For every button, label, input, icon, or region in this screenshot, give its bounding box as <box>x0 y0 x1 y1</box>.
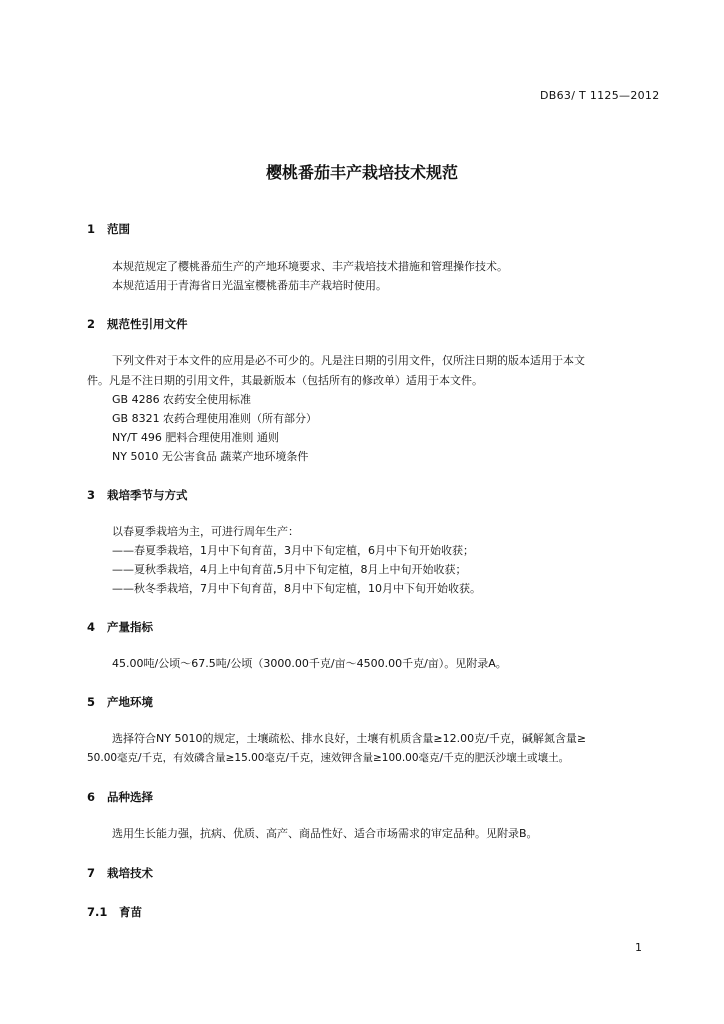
section-heading-5 <box>87 694 153 710</box>
section-number: 4 <box>87 620 96 634</box>
paragraph-line: 件。凡是不注日期的引用文件，其最新版本（包括所有的修改单）适用于本文件。 <box>87 374 483 387</box>
section-number: 5 <box>87 695 96 709</box>
section-title: 产量指标 <box>107 620 153 634</box>
reference-item: NY 5010 无公害食品 蔬菜产地环境条件 <box>112 450 309 463</box>
list-item: ——秋冬季栽培，7月中下旬育苗，8月中下旬定植，10月中下旬开始收获。 <box>112 582 481 595</box>
section-number: 2 <box>87 317 96 331</box>
paragraph-line: 45.00吨/公顷～67.5吨/公顷（3000.00千克/亩～4500.00千克/亩）。见附录A。 <box>112 657 507 670</box>
list-item: ——夏秋季栽培，4月上中旬育苗,5月中下旬定植，8月上中旬开始收获； <box>112 563 467 576</box>
section-title: 栽培技术 <box>107 866 153 880</box>
section-heading-2 <box>87 316 188 332</box>
paragraph-line: 选择符合NY 5010的规定，土壤疏松、排水良好，土壤有机质含量≥12.00克/千克，碱解氮含量≥ <box>112 732 587 745</box>
section-heading-3 <box>87 487 188 503</box>
subsection-heading-7-1 <box>87 904 142 920</box>
section-title: 范围 <box>107 222 130 236</box>
standard-number: DB63/ T 1125—2012 <box>540 89 660 102</box>
paragraph-line: 下列文件对于本文件的应用是必不可少的。凡是注日期的引用文件，仅所注日期的版本适用于本文 <box>112 354 585 367</box>
paragraph-line: 以春夏季栽培为主，可进行周年生产： <box>112 525 299 538</box>
section-number: 6 <box>87 790 96 804</box>
section-title: 规范性引用文件 <box>107 317 188 331</box>
section-number: 7 <box>87 866 96 880</box>
paragraph-line: 本规范规定了樱桃番茄生产的产地环境要求、丰产栽培技术措施和管理操作技术。 <box>112 260 508 273</box>
section-title: 产地环境 <box>107 695 153 709</box>
section-title: 品种选择 <box>107 790 153 804</box>
section-heading-7 <box>87 865 153 881</box>
section-heading-4 <box>87 619 153 635</box>
paragraph-line: 50.00毫克/千克，有效磷含量≥15.00毫克/千克，速效钾含量≥100.00毫克/千克的肥沃沙壤土或壤土。 <box>87 752 570 764</box>
section-title: 育苗 <box>119 905 142 919</box>
page-number: 1 <box>635 941 642 954</box>
section-number: 1 <box>87 222 96 236</box>
document-title: 樱桃番茄丰产栽培技术规范 <box>265 163 458 182</box>
section-heading-1 <box>87 221 130 237</box>
paragraph-line: 本规范适用于青海省日光温室樱桃番茄丰产栽培时使用。 <box>112 279 387 292</box>
reference-item: NY/T 496 肥料合理使用准则 通则 <box>112 431 279 444</box>
section-title: 栽培季节与方式 <box>107 488 188 502</box>
section-number: 3 <box>87 488 96 502</box>
paragraph-line: 选用生长能力强，抗病、优质、高产、商品性好、适合市场需求的审定品种。见附录B。 <box>112 827 538 840</box>
list-item: ——春夏季栽培，1月中下旬育苗，3月中下旬定植，6月中下旬开始收获； <box>112 544 474 557</box>
section-number: 7.1 <box>87 905 108 919</box>
reference-item: GB 4286 农药安全使用标准 <box>112 393 252 406</box>
section-heading-6 <box>87 789 153 805</box>
reference-item: GB 8321 农药合理使用准则（所有部分） <box>112 412 318 425</box>
